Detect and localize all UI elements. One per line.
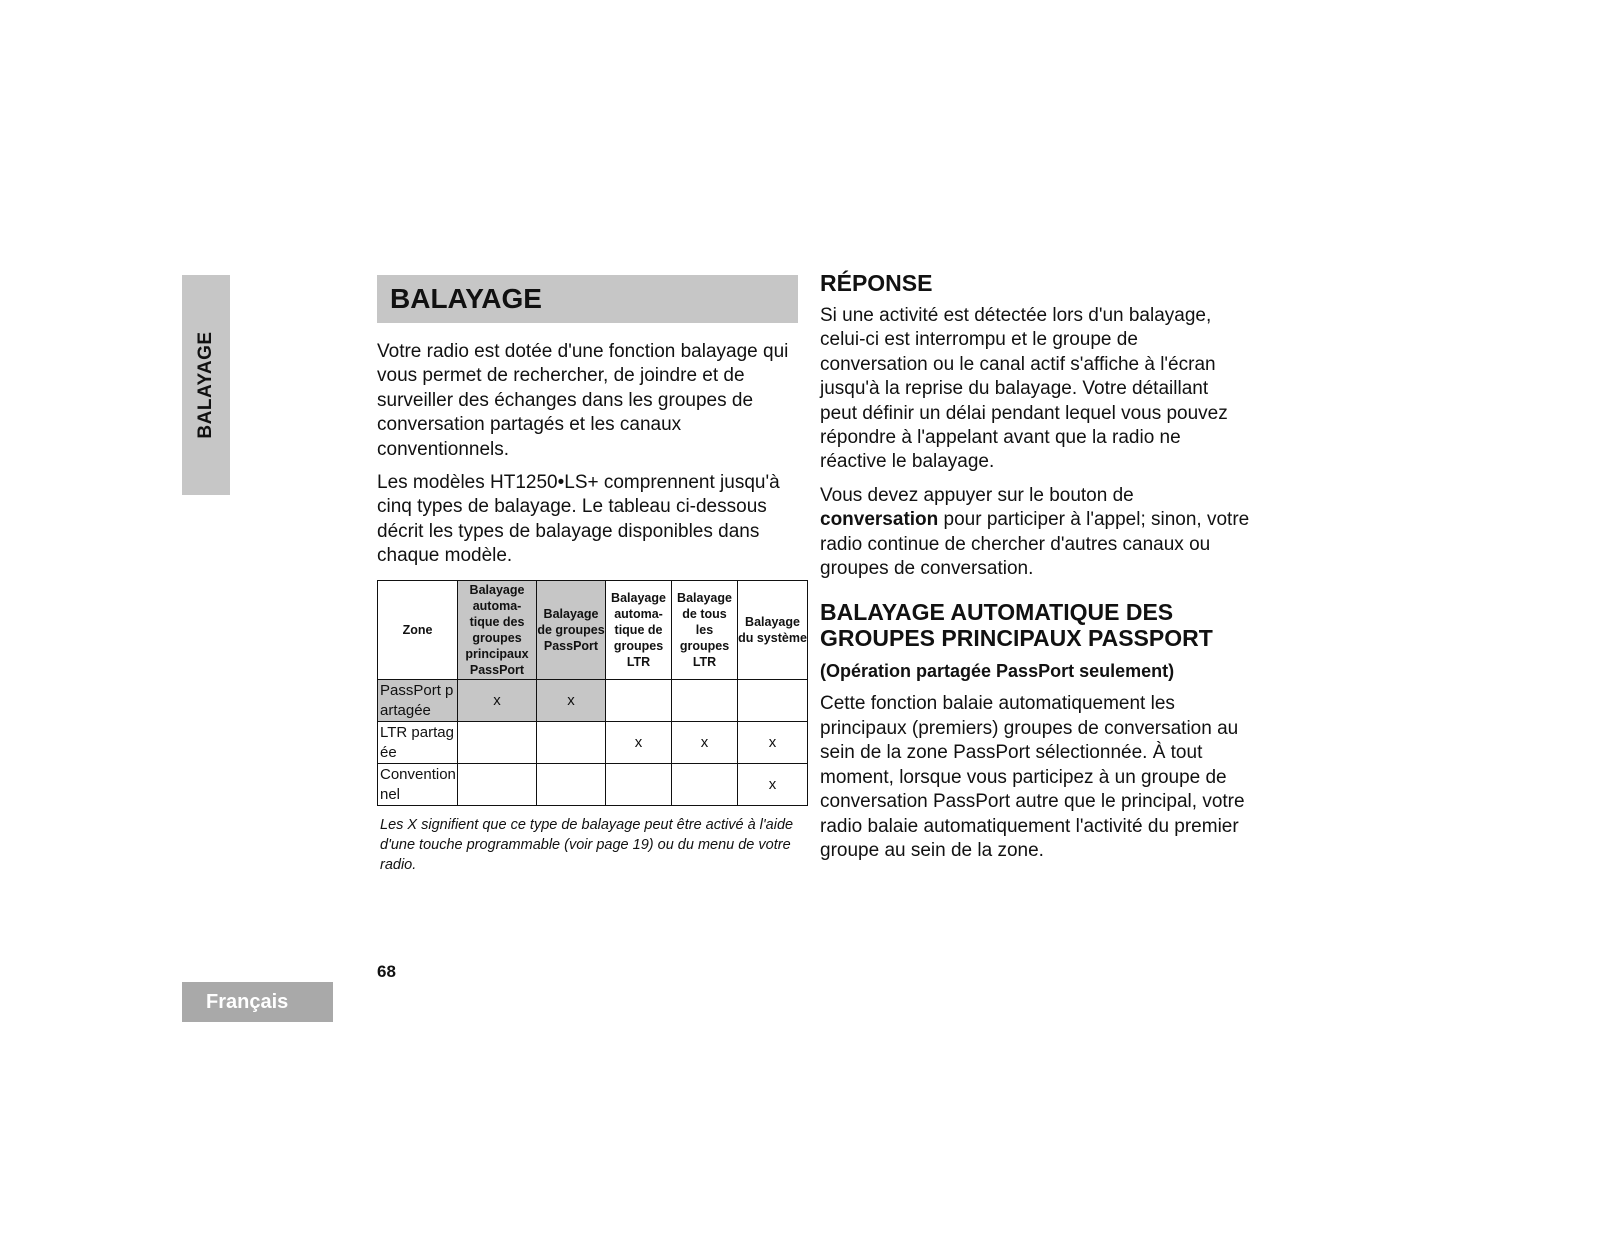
header-all-ltr-groups: Balayage de tous les groupes LTR — [672, 581, 738, 680]
section-title-bar — [377, 275, 798, 323]
header-passport-groups: Balayage de groupes PassPort — [537, 581, 606, 680]
header-auto-ltr-groups: Balayage automa-tique de groupes LTR — [606, 581, 672, 680]
side-section-tab — [182, 275, 230, 495]
header-system-scan: Balayage du système — [738, 581, 808, 680]
table-row — [378, 680, 808, 722]
scan-types-table — [377, 580, 808, 806]
language-tab: Français — [182, 982, 333, 1022]
talk-text-start: Vous devez appuyer sur le bouton de — [820, 484, 1134, 506]
table-cell — [458, 722, 537, 764]
table-cell: x — [458, 680, 537, 722]
table-cell: x — [537, 680, 606, 722]
table-cell — [458, 764, 537, 806]
header-auto-passport-groups: Balayage automa-tique des groupes principaux PassPort — [458, 581, 537, 680]
talk-button-term: conversation — [820, 509, 939, 531]
zone-cell: Conventionnel — [378, 764, 458, 806]
page-title: BALAYAGE — [390, 283, 542, 314]
header-zone: Zone — [378, 581, 458, 680]
table-cell — [738, 680, 808, 722]
intro-paragraph: Votre radio est dotée d'une fonction balayage qui vous permet de rechercher, de joindre et de surveiller des échanges dans les groupes de conversation partagés et les canaux conventionnels. — [377, 341, 789, 460]
talk-text-end: pour participer à l'appel; sinon, votre radio continue de chercher d'autres canaux ou groupes de conversation. — [820, 509, 1250, 580]
table-header-row — [378, 581, 808, 680]
right-column — [820, 270, 1250, 872]
table-row — [378, 764, 808, 806]
heading-reponse: RÉPONSE — [820, 270, 933, 296]
table-cell: x — [738, 764, 808, 806]
zone-cell: LTR partagée — [378, 722, 458, 764]
subheading-passport-only: (Opération partagée PassPort seulement) — [820, 661, 1175, 682]
zone-cell: PassPort partagée — [378, 680, 458, 722]
talk-button-paragraph — [820, 484, 1250, 582]
side-tab-label: BALAYAGE — [195, 331, 216, 439]
table-cell — [537, 764, 606, 806]
table-cell — [606, 764, 672, 806]
table-cell: x — [672, 722, 738, 764]
table-caption: Les X signifient que ce type de balayage peut être activé à l'aide d'une touche programmable (voir page 19) ou du menu de votre radio. — [380, 817, 794, 873]
reponse-paragraph: Si une activité est détectée lors d'un balayage, celui-ci est interrompu et le groupe de conversation ou le canal actif s'affiche à l'écran jusqu'à la reprise du balayage. Votre détaillant peut définir un délai pendant lequel vous pouvez répondre à l'appelant avant que la radio ne réactive le balayage. — [820, 305, 1228, 473]
auto-scan-paragraph: Cette fonction balaie automatiquement les principaux (premiers) groupes de conversation au sein de la zone PassPort sélectionnée. À tout moment, lorsque vous participez à un groupe de conversation PassPort autre que le principal, votre radio balaie automatiquement l'activité du premier groupe au sein de la zone. — [820, 693, 1245, 861]
table-cell — [537, 722, 606, 764]
models-paragraph: Les modèles HT1250•LS+ comprennent jusqu'à cinq types de balayage. Le tableau ci-dessous décrit les types de balayage disponibles dans chaque modèle. — [377, 472, 780, 567]
table-cell: x — [738, 722, 808, 764]
table-row — [378, 722, 808, 764]
page-number: 68 — [377, 962, 396, 981]
table-cell — [672, 680, 738, 722]
table-cell — [606, 680, 672, 722]
table-cell — [672, 764, 738, 806]
heading-auto-scan: BALAYAGE AUTOMATIQUE DES GROUPES PRINCIPAUX PASSPORT — [820, 599, 1213, 652]
left-column — [377, 340, 797, 578]
table-cell: x — [606, 722, 672, 764]
